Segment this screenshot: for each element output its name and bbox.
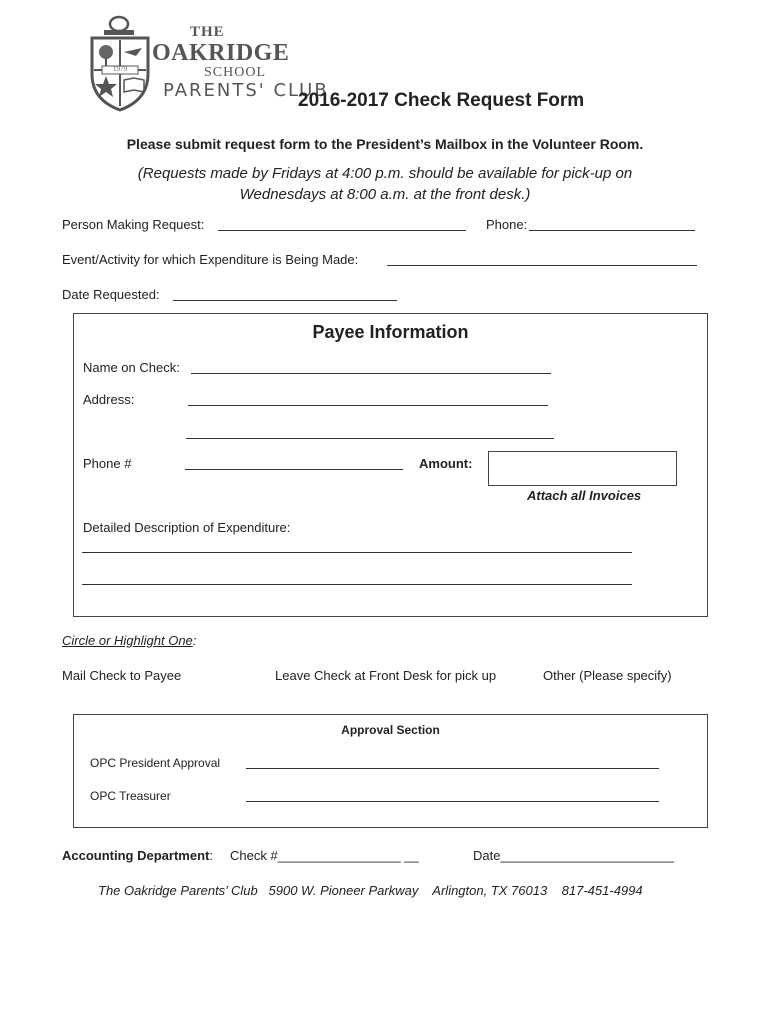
approval-heading: Approval Section bbox=[341, 723, 440, 737]
description-field-line2[interactable] bbox=[82, 584, 632, 585]
person-label: Person Making Request: bbox=[62, 217, 205, 232]
option-other[interactable]: Other (Please specify) bbox=[543, 668, 672, 683]
event-label: Event/Activity for which Expenditure is Being Made: bbox=[62, 252, 359, 267]
event-field[interactable] bbox=[387, 265, 697, 266]
logo-school: SCHOOL bbox=[204, 65, 267, 80]
payee-heading: Payee Information bbox=[312, 322, 469, 342]
check-number-field[interactable]: Check #_________________ __ bbox=[230, 848, 419, 863]
approval-section bbox=[73, 714, 708, 828]
circle-instruction-text: Circle or Highlight One bbox=[62, 633, 193, 648]
payee-phone-field[interactable] bbox=[185, 469, 403, 470]
address-field-line1[interactable] bbox=[188, 405, 548, 406]
date-requested-label: Date Requested: bbox=[62, 287, 160, 302]
president-approval-label: OPC President Approval bbox=[90, 756, 221, 770]
accounting-colon: : bbox=[209, 848, 213, 863]
payee-section bbox=[73, 313, 708, 617]
attach-invoices-note: Attach all Invoices bbox=[527, 488, 642, 503]
name-on-check-field[interactable] bbox=[191, 373, 551, 374]
pickup-note-line1: (Requests made by Fridays at 4:00 p.m. should be available for pick-up on bbox=[137, 165, 633, 182]
logo-the: THE bbox=[190, 24, 225, 40]
option-front-desk[interactable]: Leave Check at Front Desk for pick up bbox=[275, 668, 497, 683]
person-field[interactable] bbox=[218, 230, 466, 231]
amount-label: Amount: bbox=[419, 456, 473, 471]
accounting-date-field[interactable]: Date________________________ bbox=[473, 848, 674, 863]
accounting-row bbox=[62, 848, 213, 863]
logo-parents-club: PARENTS' CLUB bbox=[163, 80, 329, 101]
logo-oakridge: OAKRIDGE bbox=[152, 40, 290, 66]
submit-instruction: Please submit request form to the President’s Mailbox in the Volunteer Room. bbox=[126, 136, 644, 152]
date-requested-field[interactable] bbox=[173, 300, 397, 301]
phone-field[interactable] bbox=[529, 230, 695, 231]
treasurer-label: OPC Treasurer bbox=[90, 789, 171, 803]
accounting-label: Accounting Department bbox=[62, 848, 210, 863]
president-approval-field[interactable] bbox=[246, 768, 659, 769]
address-label: Address: bbox=[83, 392, 135, 407]
amount-field[interactable] bbox=[488, 451, 677, 486]
description-label: Detailed Description of Expenditure: bbox=[83, 520, 291, 535]
treasurer-field[interactable] bbox=[246, 801, 659, 802]
description-field-line1[interactable] bbox=[82, 552, 632, 553]
footer-address: The Oakridge Parents’ Club 5900 W. Pioneer Parkway Arlington, TX 76013 817-451-4994 bbox=[98, 883, 643, 898]
option-mail-check[interactable]: Mail Check to Payee bbox=[62, 668, 182, 683]
crest-icon bbox=[86, 14, 156, 114]
phone-label: Phone: bbox=[486, 217, 528, 232]
logo-year: 1979 bbox=[113, 65, 127, 73]
name-on-check-label: Name on Check: bbox=[83, 360, 180, 375]
pickup-note-line2: Wednesdays at 8:00 a.m. at the front desk.) bbox=[239, 186, 531, 203]
school-logo bbox=[86, 14, 329, 114]
payee-phone-label: Phone # bbox=[83, 456, 132, 471]
address-field-line2[interactable] bbox=[186, 438, 554, 439]
circle-instruction bbox=[62, 633, 196, 648]
page-title: 2016-2017 Check Request Form bbox=[298, 90, 585, 111]
circle-instruction-colon: : bbox=[192, 633, 197, 648]
